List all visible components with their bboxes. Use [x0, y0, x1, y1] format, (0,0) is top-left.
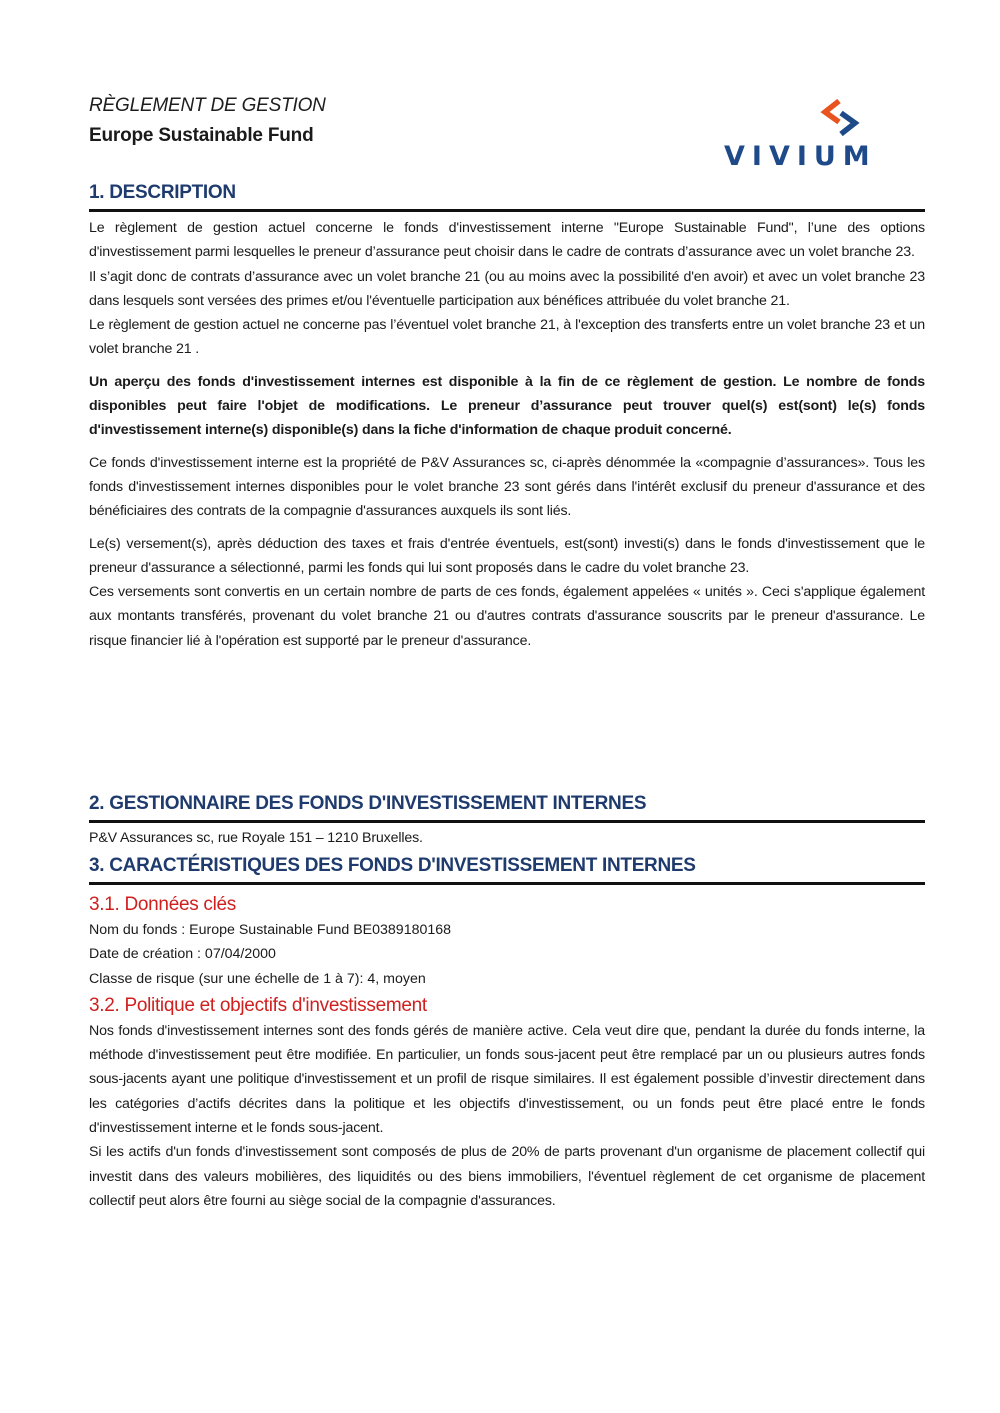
paragraph: Le règlement de gestion actuel concerne le fonds d'investissement interne "Europe Sustainable Fund", l’une des options d'investissement parmi lesquelles le preneur d’assurance peut choisir dans le cadre de contrats d’assurance avec un volet branche 23. [89, 220, 925, 261]
paragraph: Ces versements sont convertis en un certain nombre de parts de ces fonds, également appelées « unités ». Ceci s'applique également aux montants transférés, provenant du volet branche 21 ou d'autres contrats d'assurance souscrits par le preneur d'assurance. Le risque financier lié à l'opération est supporté par le preneur d'assurance. [89, 584, 925, 649]
creation-date-line: Date de création : 07/04/2000 [89, 946, 276, 963]
section-manager [89, 791, 925, 850]
section-heading: 1. DESCRIPTION [89, 180, 925, 212]
paragraph: Le(s) versement(s), après déduction des taxes et frais d'entrée éventuels, est(sont) investi(s) dans le fonds d'investissement que le preneur d'assurance a sélectionné, parmi les fonds qui lui sont proposés dans le cadre du volet branche 23. [89, 535, 925, 576]
risk-class-line: Classe de risque (sur une échelle de 1 à 7): 4, moyen [89, 970, 426, 987]
subsection-heading-key-data: 3.1. Données clés [89, 894, 236, 915]
paragraph: Le règlement de gestion actuel ne concerne pas l’éventuel volet branche 21, à l'exception des transferts entre un volet branche 23 et un volet branche 21 . [89, 317, 925, 358]
manager-address: P&V Assurances sc, rue Royale 151 – 1210 Bruxelles. [89, 830, 423, 846]
vivium-chevrons-icon [817, 98, 867, 138]
section-description [89, 180, 925, 653]
paragraph: Nos fonds d'investissement internes sont des fonds gérés de manière active. Cela veut dire que, pendant la durée du fonds interne, la méthode d'investissement peut être modifiée. En particulier, un fonds sous-jacent peut être remplacé par un ou plusieurs autres fonds sous-jacents ayant une politique d'investissement et un profil de risque similaires. Il est également possible d’investir directement dans les catégories d’actifs décrites dans la politique et les objectifs d'investissement, ou un fonds peut être placé entre le fonds d'investissement interne et le fonds sous-jacent. [89, 1022, 925, 1137]
vivium-wordmark: VIVIUM [724, 141, 877, 172]
vivium-logo [724, 98, 886, 172]
document-type: RÈGLEMENT DE GESTION [89, 95, 326, 116]
fund-title: Europe Sustainable Fund [89, 125, 314, 146]
paragraph-bold-notice: Un aperçu des fonds d'investissement internes est disponible à la fin de ce règlement de gestion. Le nombre de fonds disponibles peut faire l'objet de modifications. Le preneur d’assurance peut trouver quel(s) est(sont) le(s) fonds d'investissement interne(s) disponible(s) dans la fiche d'information de chaque produit concerné. [89, 373, 925, 439]
paragraph: Il s’agit donc de contrats d’assurance avec un volet branche 21 (ou au moins avec la possibilité d'en avoir) et avec un volet branche 23 dans lesquels sont versées des primes et/ou l'éventuelle participation aux bénéfices attribuée du volet branche 21. [89, 268, 925, 309]
section-characteristics [89, 853, 925, 1213]
paragraph: Si les actifs d'un fonds d'investissement sont composés de plus de 20% de parts provenant d'un organisme de placement collectif qui investit dans des valeurs mobilières, des liquidités ou des biens immobiliers, l'éventuel règlement de cet organisme de placement collectif peut alors être fourni au siège social de la compagnie d'assurances. [89, 1144, 925, 1209]
section-heading: 3. CARACTÉRISTIQUES DES FONDS D'INVESTISSEMENT INTERNES [89, 853, 925, 885]
fund-name-line: Nom du fonds : Europe Sustainable Fund BE0389180168 [89, 922, 452, 938]
section-heading: 2. GESTIONNAIRE DES FONDS D'INVESTISSEMENT INTERNES [89, 791, 925, 823]
subsection-heading-policy: 3.2. Politique et objectifs d'investissement [89, 994, 427, 1016]
paragraph: Ce fonds d'investissement interne est la propriété de P&V Assurances sc, ci-après dénommée la «compagnie d’assurances». Tous les fonds d'investissement internes disponibles pour le volet branche 23 sont gérés dans l'intérêt exclusif du preneur d'assurance et des bénéficiaires des contrats de la compagnie d'assurances auxquels ils sont liés. [89, 454, 925, 520]
